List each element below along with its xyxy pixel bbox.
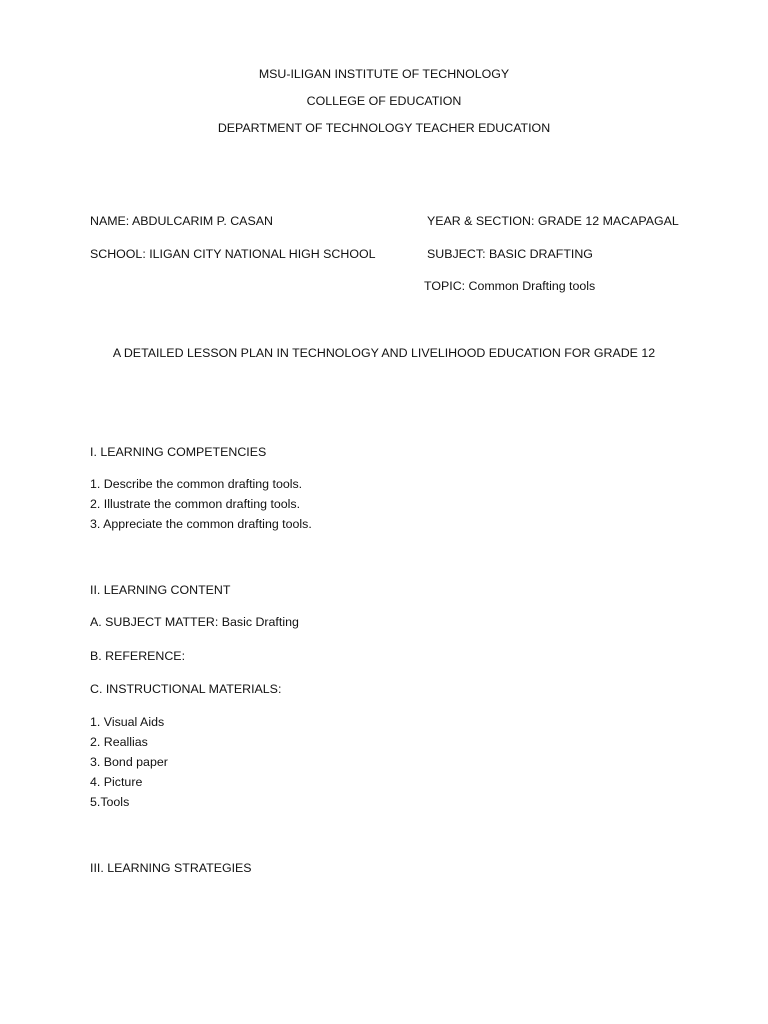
subject-matter: A. SUBJECT MATTER: Basic Drafting <box>90 615 299 629</box>
list-item: 3. Bond paper <box>90 755 168 769</box>
section-heading-strategies: III. LEARNING STRATEGIES <box>90 861 252 875</box>
school-name: SCHOOL: ILIGAN CITY NATIONAL HIGH SCHOOL <box>90 247 376 261</box>
list-item: 3. Appreciate the common drafting tools. <box>90 517 312 531</box>
subject: SUBJECT: BASIC DRAFTING <box>427 247 593 261</box>
reference: B. REFERENCE: <box>90 649 186 663</box>
instructional-materials-heading: C. INSTRUCTIONAL MATERIALS: <box>90 682 282 696</box>
document-title: A DETAILED LESSON PLAN IN TECHNOLOGY AND LIVELIHOOD EDUCATION FOR GRADE 12 <box>112 346 656 360</box>
year-section: YEAR & SECTION: GRADE 12 MACAPAGAL <box>427 214 679 228</box>
list-item: 1. Describe the common drafting tools. <box>90 477 303 491</box>
topic: TOPIC: Common Drafting tools <box>424 279 596 293</box>
college-name: COLLEGE OF EDUCATION <box>306 94 462 108</box>
list-item: 1. Visual Aids <box>90 715 165 729</box>
department-name: DEPARTMENT OF TECHNOLOGY TEACHER EDUCATION <box>217 121 551 135</box>
list-item: 2. Illustrate the common drafting tools. <box>90 497 301 511</box>
list-item: 5.Tools <box>90 795 130 809</box>
institute-name: MSU-ILIGAN INSTITUTE OF TECHNOLOGY <box>258 67 510 81</box>
list-item: 4. Picture <box>90 775 143 789</box>
section-heading-content: II. LEARNING CONTENT <box>90 583 231 597</box>
section-heading-competencies: I. LEARNING COMPETENCIES <box>90 445 267 459</box>
materials-list <box>90 714 168 814</box>
competencies-list <box>90 476 312 536</box>
list-item: 2. Reallias <box>90 735 148 749</box>
student-name: NAME: ABDULCARIM P. CASAN <box>90 214 273 228</box>
